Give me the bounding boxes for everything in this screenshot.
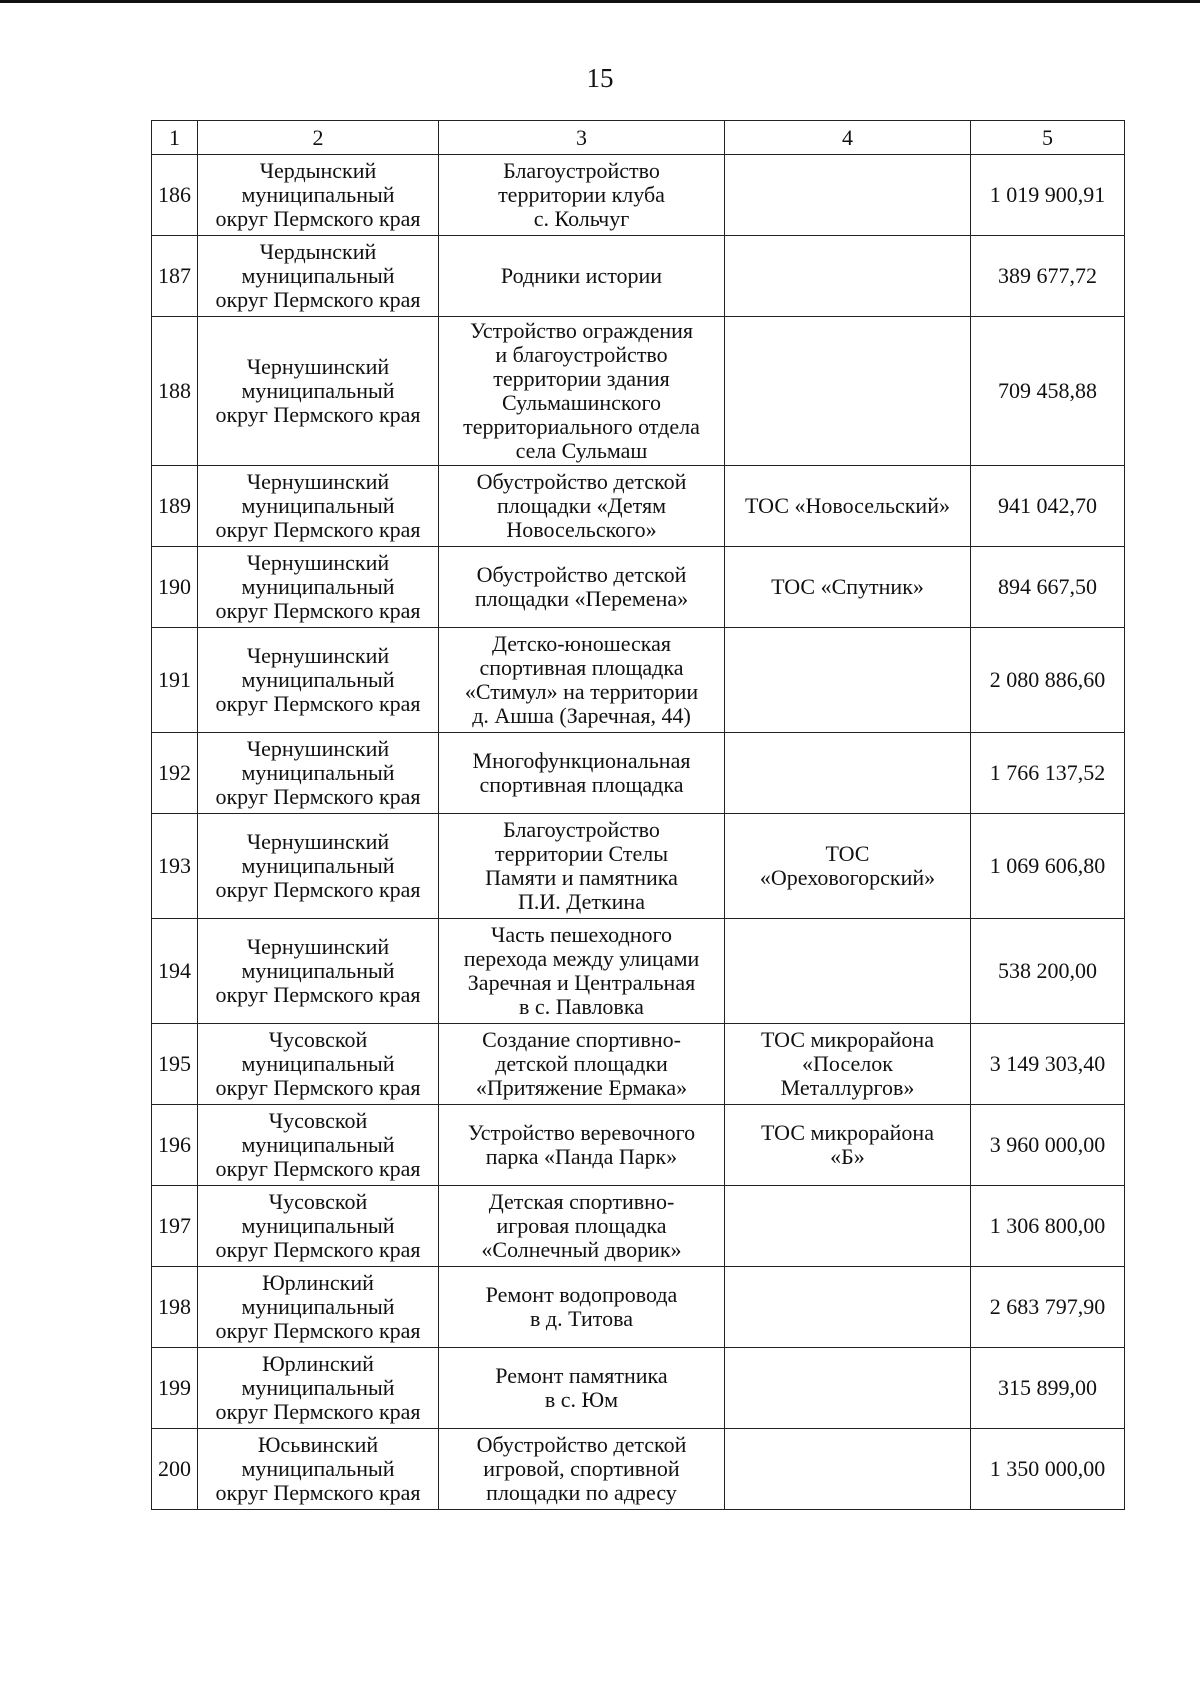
project-cell — [439, 1186, 725, 1267]
row-number-text: 190 — [158, 574, 191, 599]
amount-cell — [971, 919, 1125, 1024]
municipality-cell-text: Чердынский муниципальный округ Пермского края — [215, 239, 421, 312]
amount-cell-text: 389 677,72 — [998, 263, 1097, 288]
project-cell-text: Часть пешеходного перехода между улицами Заречная и Центральная в с. Павловка — [463, 922, 700, 1019]
amount-cell — [971, 1024, 1125, 1105]
initiator-cell — [725, 547, 971, 628]
amount-cell — [971, 1186, 1125, 1267]
project-cell-text: Ремонт памятника в с. Юм — [495, 1363, 668, 1412]
municipality-cell-text: Чернушинский муниципальный округ Пермского края — [215, 550, 421, 623]
municipality-cell-text: Чернушинский муниципальный округ Пермского края — [215, 934, 421, 1007]
row-number — [152, 733, 198, 814]
table-row — [152, 236, 1125, 317]
initiator-cell — [725, 628, 971, 733]
project-cell — [439, 1267, 725, 1348]
project-cell-text: Устройство веревочного парка «Панда Парк» — [467, 1120, 696, 1169]
initiator-cell — [725, 236, 971, 317]
amount-cell — [971, 1267, 1125, 1348]
initiator-cell — [725, 317, 971, 466]
table-row — [152, 814, 1125, 919]
amount-cell — [971, 317, 1125, 466]
row-number — [152, 628, 198, 733]
municipality-cell — [198, 1024, 439, 1105]
initiator-cell — [725, 1267, 971, 1348]
table-row — [152, 1429, 1125, 1510]
project-cell-text: Благоустройство территории Стелы Памяти и памятника П.И. Деткина — [485, 817, 678, 914]
project-cell — [439, 547, 725, 628]
municipality-cell-text: Юрлинский муниципальный округ Пермского края — [215, 1351, 421, 1424]
initiator-cell — [725, 1105, 971, 1186]
row-number — [152, 1429, 198, 1510]
row-number — [152, 1267, 198, 1348]
initiator-cell — [725, 466, 971, 547]
header-col-4: 4 — [725, 121, 971, 155]
municipality-cell — [198, 155, 439, 236]
amount-cell-text: 1 019 900,91 — [989, 182, 1106, 207]
amount-cell — [971, 628, 1125, 733]
project-cell — [439, 919, 725, 1024]
amount-cell-text: 538 200,00 — [998, 958, 1097, 983]
amount-cell — [971, 814, 1125, 919]
initiator-cell — [725, 1348, 971, 1429]
row-number — [152, 1348, 198, 1429]
municipality-cell — [198, 628, 439, 733]
amount-cell — [971, 733, 1125, 814]
header-col-3: 3 — [439, 121, 725, 155]
initiator-cell-text: ТОС «Ореховогорский» — [759, 841, 936, 890]
row-number-text: 199 — [158, 1375, 191, 1400]
municipality-cell — [198, 547, 439, 628]
initiator-cell-text: ТОС «Новосельский» — [745, 493, 950, 518]
initiator-cell-text: ТОС микрорайона «Поселок Металлургов» — [761, 1027, 934, 1100]
row-number-text: 186 — [158, 182, 191, 207]
table-header-row — [152, 121, 1125, 155]
project-cell — [439, 155, 725, 236]
row-number-text: 191 — [158, 667, 191, 692]
municipality-cell — [198, 1186, 439, 1267]
table-body — [152, 121, 1125, 1510]
municipality-cell-text: Чердынский муниципальный округ Пермского края — [215, 158, 421, 231]
table-row — [152, 1024, 1125, 1105]
project-cell — [439, 236, 725, 317]
row-number-text: 200 — [158, 1456, 191, 1481]
project-cell-text: Детская спортивно- игровая площадка «Солнечный дворик» — [481, 1189, 682, 1262]
municipality-cell — [198, 1348, 439, 1429]
initiator-cell — [725, 1429, 971, 1510]
municipality-cell — [198, 236, 439, 317]
project-cell — [439, 733, 725, 814]
amount-cell — [971, 1429, 1125, 1510]
amount-cell — [971, 236, 1125, 317]
amount-cell-text: 1 069 606,80 — [989, 853, 1106, 878]
amount-cell-text: 1 306 800,00 — [989, 1213, 1106, 1238]
municipality-cell-text: Юсьвинский муниципальный округ Пермского края — [215, 1432, 421, 1505]
header-col-2: 2 — [198, 121, 439, 155]
amount-cell-text: 1 350 000,00 — [989, 1456, 1106, 1481]
amount-cell-text: 315 899,00 — [998, 1375, 1097, 1400]
row-number — [152, 547, 198, 628]
project-cell-text: Обустройство детской площадки «Перемена» — [474, 562, 689, 611]
project-cell — [439, 1105, 725, 1186]
row-number — [152, 317, 198, 466]
initiator-cell — [725, 919, 971, 1024]
table-row — [152, 919, 1125, 1024]
amount-cell-text: 3 149 303,40 — [989, 1051, 1106, 1076]
table-row — [152, 1186, 1125, 1267]
project-cell — [439, 1348, 725, 1429]
municipality-cell-text: Чусовской муниципальный округ Пермского края — [215, 1108, 421, 1181]
initiator-cell-text: ТОС микрорайона «Б» — [761, 1120, 934, 1169]
row-number-text: 194 — [158, 958, 191, 983]
header-col-5: 5 — [971, 121, 1125, 155]
amount-cell — [971, 1348, 1125, 1429]
row-number — [152, 236, 198, 317]
project-cell-text: Благоустройство территории клуба с. Кольчуг — [498, 158, 665, 231]
municipality-cell-text: Чусовской муниципальный округ Пермского края — [215, 1027, 421, 1100]
amount-cell-text: 941 042,70 — [998, 493, 1097, 518]
amount-cell — [971, 1105, 1125, 1186]
row-number-text: 187 — [158, 263, 191, 288]
municipality-cell — [198, 1429, 439, 1510]
row-number-text: 189 — [158, 493, 191, 518]
initiator-cell — [725, 1186, 971, 1267]
project-cell-text: Устройство ограждения и благоустройство территории здания Сульмашинского территориального отдела села Сульмаш — [463, 318, 700, 463]
top-border-line — [0, 0, 1200, 3]
row-number — [152, 1105, 198, 1186]
municipality-cell-text: Чернушинский муниципальный округ Пермского края — [215, 829, 421, 902]
amount-cell-text: 894 667,50 — [998, 574, 1097, 599]
project-cell-text: Обустройство детской игровой, спортивной площадки по адресу — [476, 1432, 687, 1505]
table-row — [152, 155, 1125, 236]
amount-cell-text: 2 683 797,90 — [989, 1294, 1106, 1319]
row-number — [152, 919, 198, 1024]
municipality-cell-text: Чернушинский муниципальный округ Пермского края — [215, 354, 421, 427]
row-number — [152, 814, 198, 919]
initiator-cell — [725, 733, 971, 814]
row-number — [152, 1024, 198, 1105]
municipality-cell-text: Чернушинский муниципальный округ Пермского края — [215, 736, 421, 809]
header-col-1: 1 — [152, 121, 198, 155]
municipality-cell — [198, 1267, 439, 1348]
row-number-text: 193 — [158, 853, 191, 878]
row-number-text: 197 — [158, 1213, 191, 1238]
project-cell-text: Детско-юношеская спортивная площадка «Стимул» на территории д. Ашша (Заречная, 44) — [464, 631, 699, 728]
initiator-cell — [725, 1024, 971, 1105]
municipality-cell-text: Юрлинский муниципальный округ Пермского края — [215, 1270, 421, 1343]
amount-cell — [971, 547, 1125, 628]
project-cell-text: Создание спортивно- детской площадки «Притяжение Ермака» — [475, 1027, 688, 1100]
page-number: 15 — [586, 63, 614, 93]
table-row — [152, 1348, 1125, 1429]
municipality-cell-text: Чернушинский муниципальный округ Пермского края — [215, 643, 421, 716]
project-cell — [439, 814, 725, 919]
project-cell — [439, 466, 725, 547]
initiator-cell-text: ТОС «Спутник» — [771, 574, 924, 599]
table-row — [152, 628, 1125, 733]
row-number-text: 196 — [158, 1132, 191, 1157]
row-number — [152, 466, 198, 547]
table-row — [152, 733, 1125, 814]
amount-cell — [971, 155, 1125, 236]
municipality-cell-text: Чернушинский муниципальный округ Пермского края — [215, 469, 421, 542]
municipality-cell — [198, 814, 439, 919]
table-row — [152, 317, 1125, 466]
municipality-cell — [198, 733, 439, 814]
municipality-cell — [198, 919, 439, 1024]
project-cell — [439, 1024, 725, 1105]
project-cell — [439, 317, 725, 466]
amount-cell-text: 1 766 137,52 — [989, 760, 1106, 785]
project-cell — [439, 1429, 725, 1510]
initiator-cell — [725, 814, 971, 919]
table-row — [152, 466, 1125, 547]
amount-cell-text: 3 960 000,00 — [989, 1132, 1106, 1157]
project-cell-text: Обустройство детской площадки «Детям Новосельского» — [476, 469, 687, 542]
row-number-text: 198 — [158, 1294, 191, 1319]
amount-cell-text: 709 458,88 — [998, 378, 1097, 403]
table-row — [152, 547, 1125, 628]
projects-table — [151, 120, 1125, 1510]
amount-cell — [971, 466, 1125, 547]
municipality-cell — [198, 466, 439, 547]
project-cell-text: Ремонт водопровода в д. Титова — [485, 1282, 678, 1331]
municipality-cell — [198, 317, 439, 466]
project-cell — [439, 628, 725, 733]
amount-cell-text: 2 080 886,60 — [989, 667, 1106, 692]
project-cell-text: Многофункциональная спортивная площадка — [472, 748, 691, 797]
municipality-cell — [198, 1105, 439, 1186]
row-number — [152, 1186, 198, 1267]
municipality-cell-text: Чусовской муниципальный округ Пермского края — [215, 1189, 421, 1262]
row-number-text: 192 — [158, 760, 191, 785]
initiator-cell — [725, 155, 971, 236]
table-row — [152, 1105, 1125, 1186]
row-number-text: 195 — [158, 1051, 191, 1076]
row-number — [152, 155, 198, 236]
project-cell-text: Родники истории — [500, 263, 663, 288]
table-row — [152, 1267, 1125, 1348]
row-number-text: 188 — [158, 378, 191, 403]
